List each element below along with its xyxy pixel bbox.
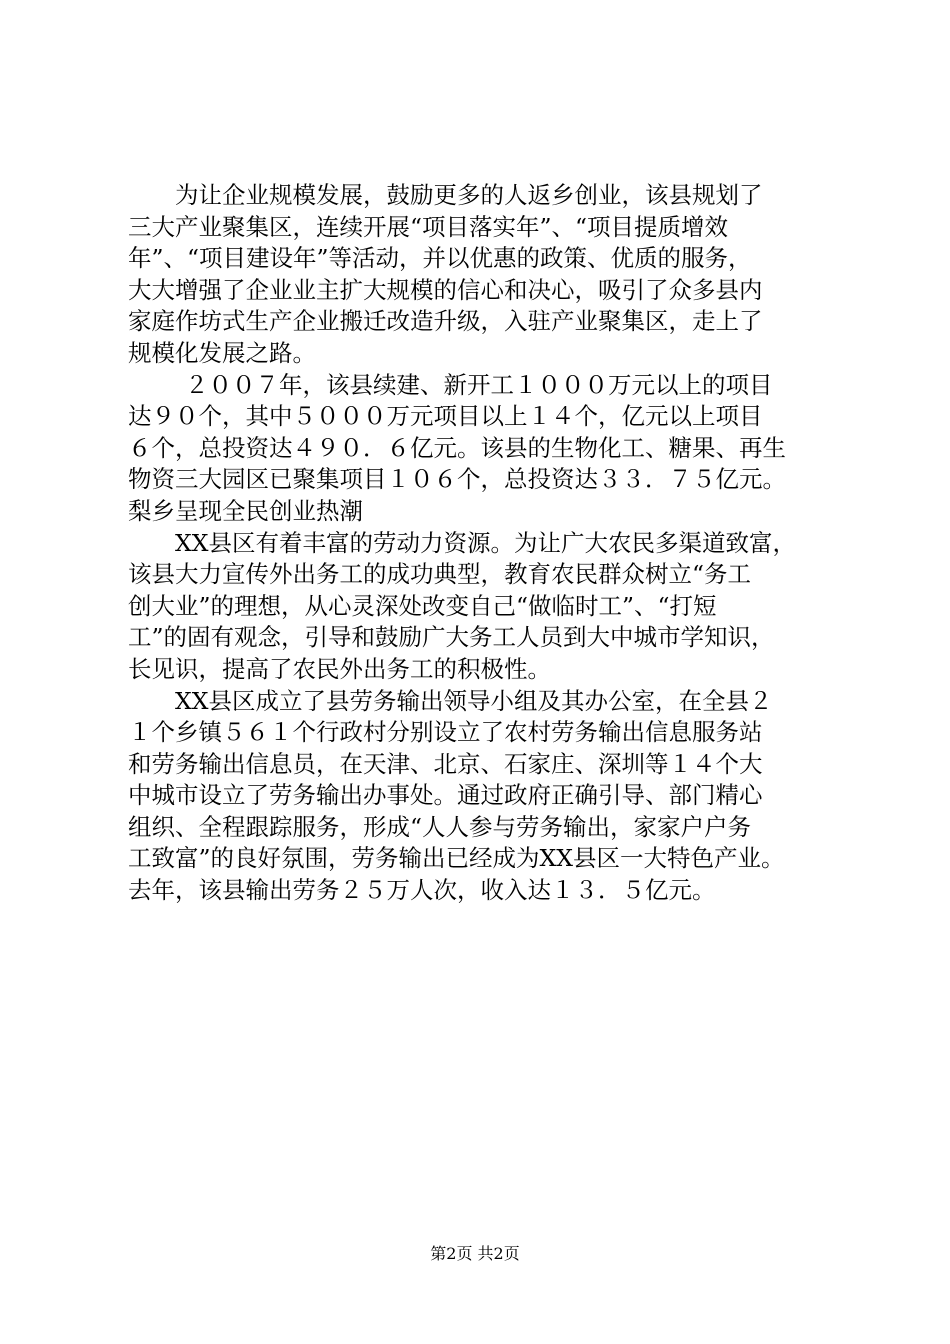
text-line: 去年，该县输出劳务２５万人次，收入达１３．５亿元。 [128, 876, 716, 905]
text-line: 大大增强了企业业主扩大规模的信心和决心，吸引了众多县内 [128, 275, 763, 304]
text-line: 创大业”的理想，从心灵深处改变自己“做临时工”、“打短 [128, 591, 717, 620]
page-footer [0, 1244, 950, 1264]
text-line: 中城市设立了劳务输出办事处。通过政府正确引导、部门精心 [128, 781, 763, 810]
document-body [128, 180, 838, 907]
text-line: XX县区有着丰富的劳动力资源。为让广大农民多渠道致富， [175, 528, 796, 557]
text-line: 规模化发展之路。 [128, 338, 316, 367]
paragraph-enterprise-scale [128, 180, 838, 370]
text-line: 家庭作坊式生产企业搬迁改造升级，入驻产业聚集区，走上了 [128, 307, 763, 336]
text-line: 工”的固有观念，引导和鼓励广大务工人员到大中城市学知识， [128, 623, 775, 652]
text-line: 物资三大园区已聚集项目１０６个，总投资达３３．７５亿元。 [128, 465, 786, 494]
paragraph-2007-projects [128, 370, 838, 496]
text-line: ２００７年，该县续建、新开工１０００万元以上的项目 [185, 370, 773, 399]
text-line: 长见识，提高了农民外出务工的积极性。 [128, 654, 551, 683]
text-line: １个乡镇５６１个行政村分别设立了农村劳务输出信息服务站 [128, 718, 763, 747]
paragraph-labor-resources [128, 528, 838, 686]
text-line: 工致富”的良好氛围，劳务输出已经成为XX县区一大特色产业。 [128, 844, 785, 873]
text-line: 达９０个，其中５０００万元项目以上１４个，亿元以上项目 [128, 402, 763, 431]
text-line: 三大产业聚集区，连续开展“项目落实年”、“项目提质增效 [128, 212, 729, 241]
text-line: 该县大力宣传外出务工的成功典型，教育农民群众树立“务工 [128, 560, 752, 589]
section-heading [128, 496, 838, 528]
page-number-label: 第2页 共2页 [430, 1244, 520, 1263]
text-line: 和劳务输出信息员，在天津、北京、石家庄、深圳等１４个大 [128, 749, 763, 778]
text-line: 年”、“项目建设年”等活动，并以优惠的政策、优质的服务， [128, 244, 752, 273]
text-line: XX县区成立了县劳务输出领导小组及其办公室，在全县２ [175, 686, 773, 715]
text-line: 组织、全程跟踪服务，形成“人人参与劳务输出，家家户户务 [128, 812, 752, 841]
paragraph-labor-export [128, 686, 838, 907]
text-line: 为让企业规模发展，鼓励更多的人返乡创业，该县规划了 [175, 181, 763, 209]
text-line: ６个，总投资达４９０．６亿元。该县的生物化工、糖果、再生 [128, 433, 786, 462]
heading-line: 梨乡呈现全民创业热潮 [128, 496, 363, 525]
